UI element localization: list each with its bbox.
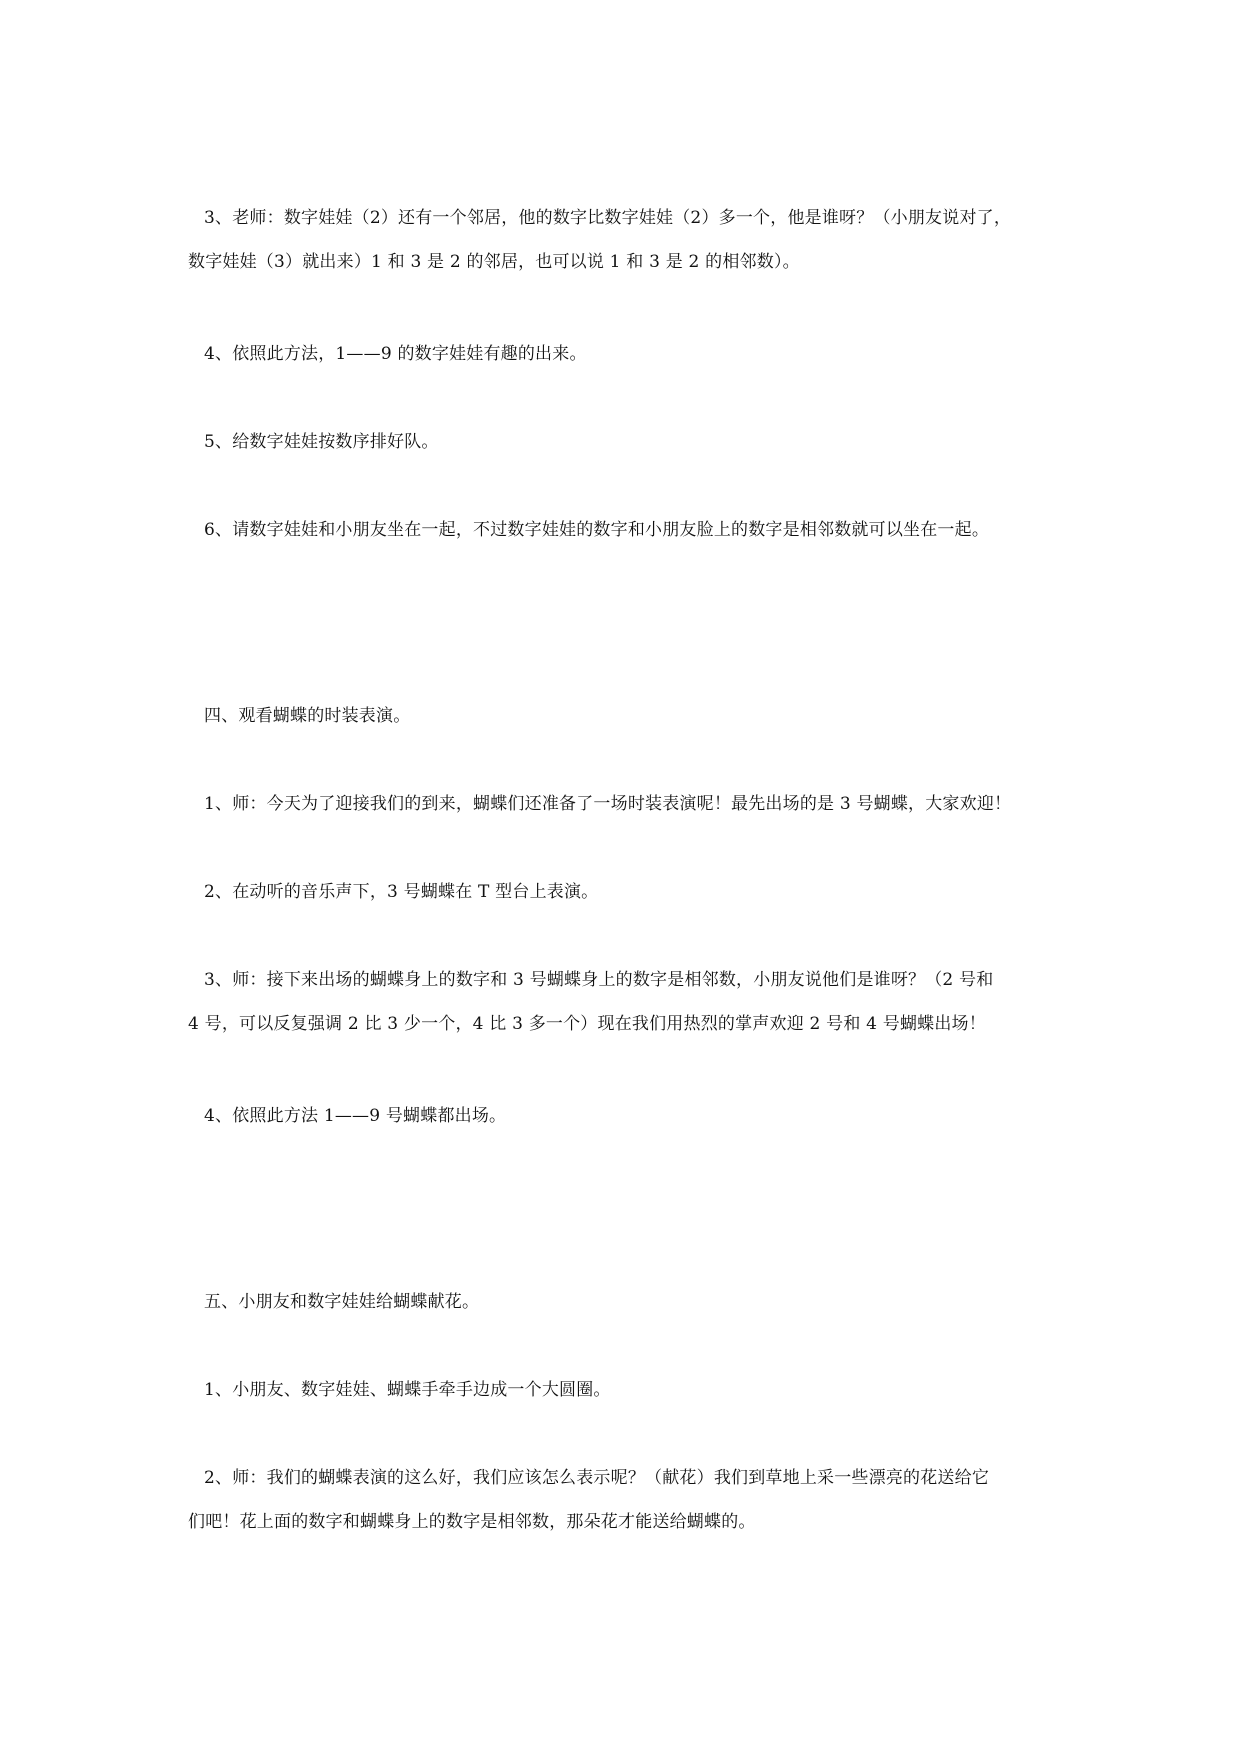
section-heading-5 xyxy=(188,1280,1068,1324)
paragraph-flower-step-2 xyxy=(188,1456,1068,1544)
paragraph-line: 数字娃娃（3）就出来）1 和 3 是 2 的邻居，也可以说 1 和 3 是 2 的相邻数）。 xyxy=(188,252,800,272)
section-heading-4 xyxy=(188,694,1068,738)
paragraph-line: 1、小朋友、数字娃娃、蝴蝶手牵手边成一个大圆圈。 xyxy=(204,1380,611,1400)
section-heading-text: 五、小朋友和数字娃娃给蝴蝶献花。 xyxy=(204,1292,480,1312)
paragraph-show-step-4 xyxy=(188,1094,1068,1138)
paragraph-line: 4、依照此方法 1——9 号蝴蝶都出场。 xyxy=(204,1106,507,1126)
paragraph-line: 3、老师：数字娃娃（2）还有一个邻居，他的数字比数字娃娃（2）多一个，他是谁呀？（小朋友说对了， xyxy=(204,208,1012,228)
paragraph-show-step-3 xyxy=(188,958,1068,1046)
paragraph-step-6 xyxy=(188,508,1068,552)
paragraph-line: 6、请数字娃娃和小朋友坐在一起，不过数字娃娃的数字和小朋友脸上的数字是相邻数就可以坐在一起。 xyxy=(204,520,990,540)
paragraph-line: 2、师：我们的蝴蝶表演的这么好，我们应该怎么表示呢？（献花）我们到草地上采一些漂亮的花送给它 xyxy=(204,1468,990,1488)
paragraph-step-3-neighbors xyxy=(188,196,1068,284)
paragraph-step-5 xyxy=(188,420,1068,464)
paragraph-show-step-2 xyxy=(188,870,1068,914)
paragraph-line: 1、师：今天为了迎接我们的到来，蝴蝶们还准备了一场时装表演呢！最先出场的是 3 号蝴蝶，大家欢迎！ xyxy=(204,794,1012,814)
paragraph-line: 3、师：接下来出场的蝴蝶身上的数字和 3 号蝴蝶身上的数字是相邻数，小朋友说他们是谁呀？（2 号和 xyxy=(204,970,994,990)
paragraph-line: 们吧！花上面的数字和蝴蝶身上的数字是相邻数，那朵花才能送给蝴蝶的。 xyxy=(188,1512,756,1532)
paragraph-line: 2、在动听的音乐声下，3 号蝴蝶在 T 型台上表演。 xyxy=(204,882,599,902)
paragraph-step-4 xyxy=(188,332,1068,376)
paragraph-line: 4、依照此方法，1——9 的数字娃娃有趣的出来。 xyxy=(204,344,587,364)
paragraph-line: 5、给数字娃娃按数序排好队。 xyxy=(204,432,439,452)
paragraph-flower-step-1 xyxy=(188,1368,1068,1412)
section-heading-text: 四、观看蝴蝶的时装表演。 xyxy=(204,706,411,726)
paragraph-line: 4 号，可以反复强调 2 比 3 少一个，4 比 3 多一个）现在我们用热烈的掌声欢迎 2 号和 4 号蝴蝶出场！ xyxy=(188,1014,986,1034)
paragraph-show-step-1 xyxy=(188,782,1068,826)
